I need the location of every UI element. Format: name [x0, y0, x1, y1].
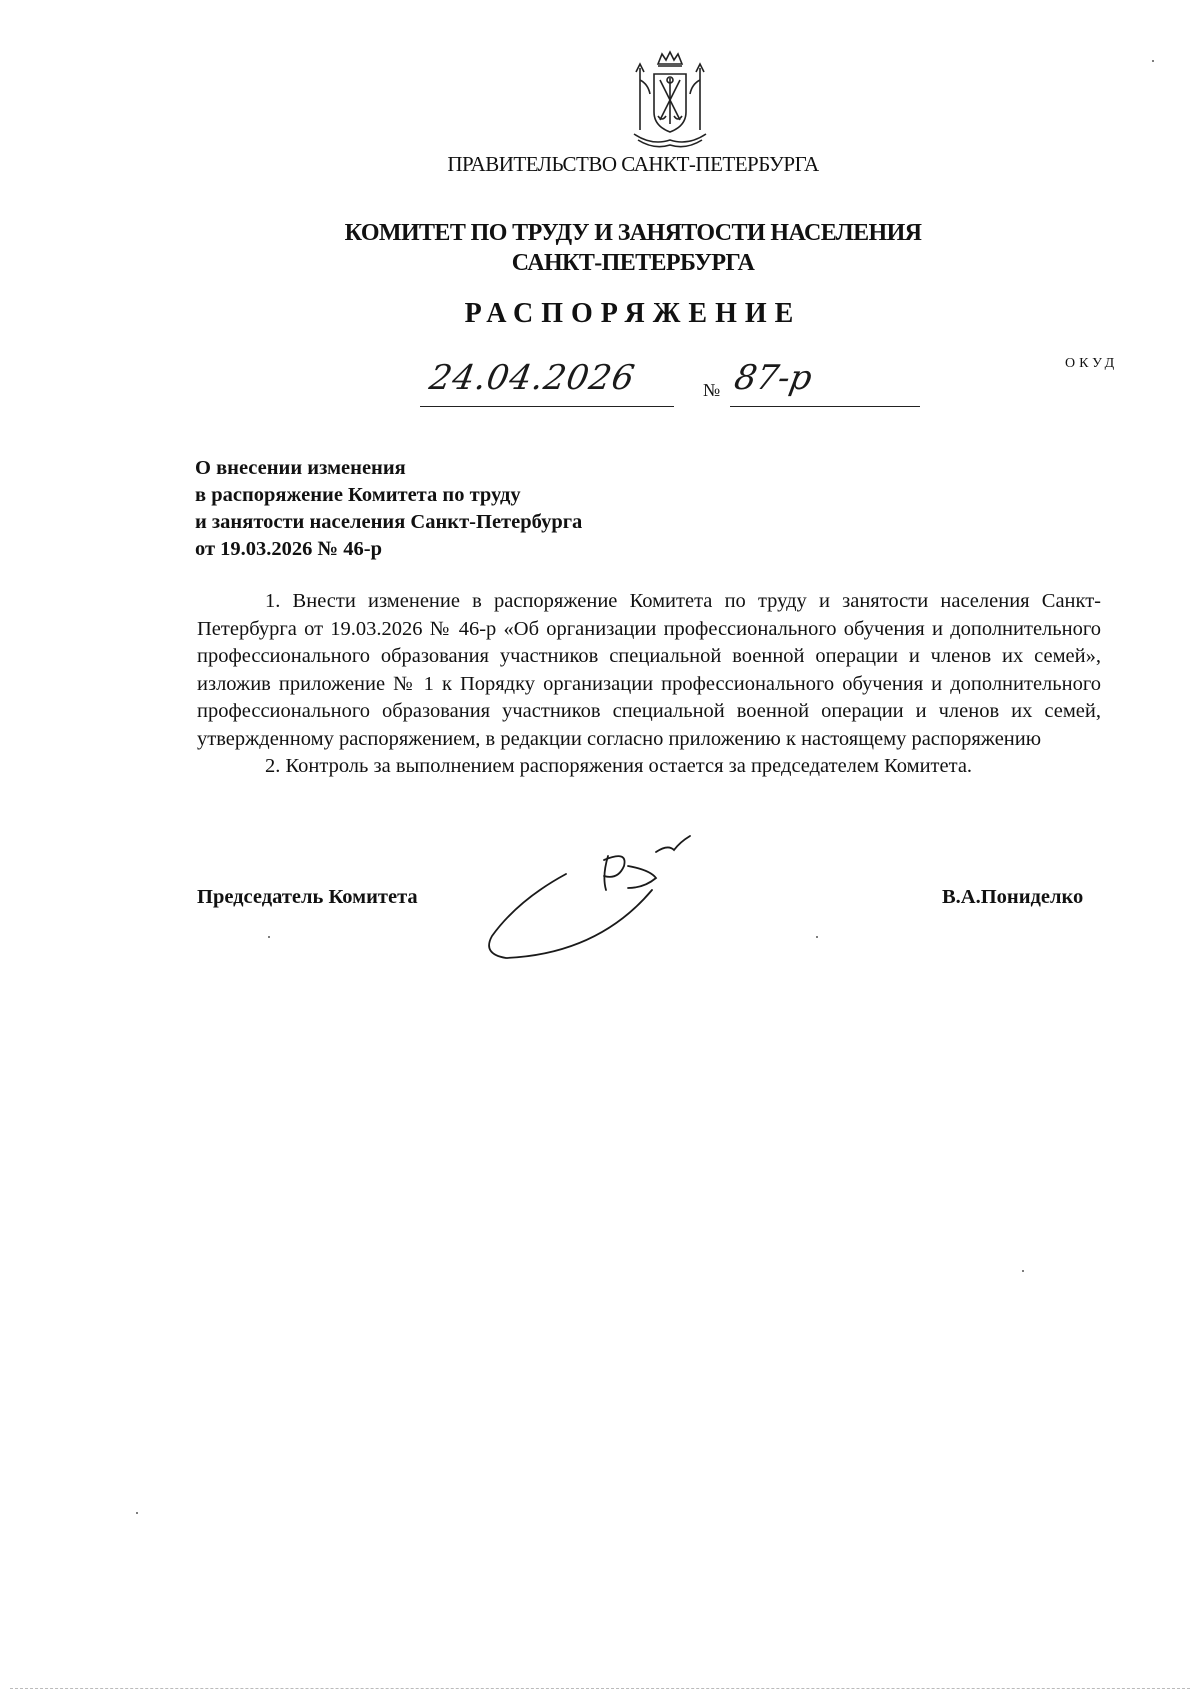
committee-title-line1: КОМИТЕТ ПО ТРУДУ И ЗАНЯТОСТИ НАСЕЛЕНИЯ [344, 220, 922, 246]
body-paragraph: 2. Контроль за выполнением распоряжения остается за председателем Комитета. [265, 755, 973, 777]
document-type: РАСПОРЯЖЕНИЕ [464, 298, 802, 329]
date-underline [420, 406, 674, 407]
number-sign: № [703, 380, 721, 400]
committee-title-line2: САНКТ-ПЕТЕРБУРГА [511, 250, 755, 276]
number-underline [730, 406, 920, 407]
okud-label: ОКУД [1065, 356, 1119, 371]
signatory-role: Председатель Комитета [197, 886, 418, 908]
subject-line: в распоряжение Комитета по труду [195, 484, 521, 506]
subject-line: О внесении изменения [195, 457, 406, 479]
coat-of-arms-icon [628, 50, 712, 150]
handwritten-date: 24.04.2026 [426, 358, 639, 398]
document-subject [195, 455, 582, 563]
scan-speck [816, 936, 818, 938]
scan-edge [10, 1688, 1190, 1689]
scan-speck [1152, 60, 1154, 62]
scan-speck [268, 936, 270, 938]
handwritten-signature [478, 830, 738, 970]
document-body [197, 588, 1101, 781]
scan-speck [136, 1512, 138, 1514]
subject-line: от 19.03.2026 № 46-р [195, 538, 383, 560]
subject-line: и занятости населения Санкт-Петербурга [195, 511, 583, 533]
scan-speck [1022, 1270, 1024, 1272]
committee-title [0, 218, 1200, 278]
government-title: ПРАВИТЕЛЬСТВО САНКТ-ПЕТЕРБУРГА [447, 152, 819, 176]
signatory-name: В.А.Пониделко [942, 886, 1084, 908]
body-paragraph: 1. Внести изменение в распоряжение Комитета по труду и занятости населения Санкт-Петербурга от 19.03.2026 № 46-р «Об организации профессионального обучения и дополнительного профессионального образования участников специальной военной операции и членов их семей», изложив приложение № 1 к Порядку организации профессионального обучения и дополнительного профессионального образования участников специальной военной операции и членов их семей, утвержденному распоряжением, в редакции согласно приложению к настоящему распоряжению [197, 590, 1101, 750]
handwritten-number: 87-р [731, 358, 816, 398]
